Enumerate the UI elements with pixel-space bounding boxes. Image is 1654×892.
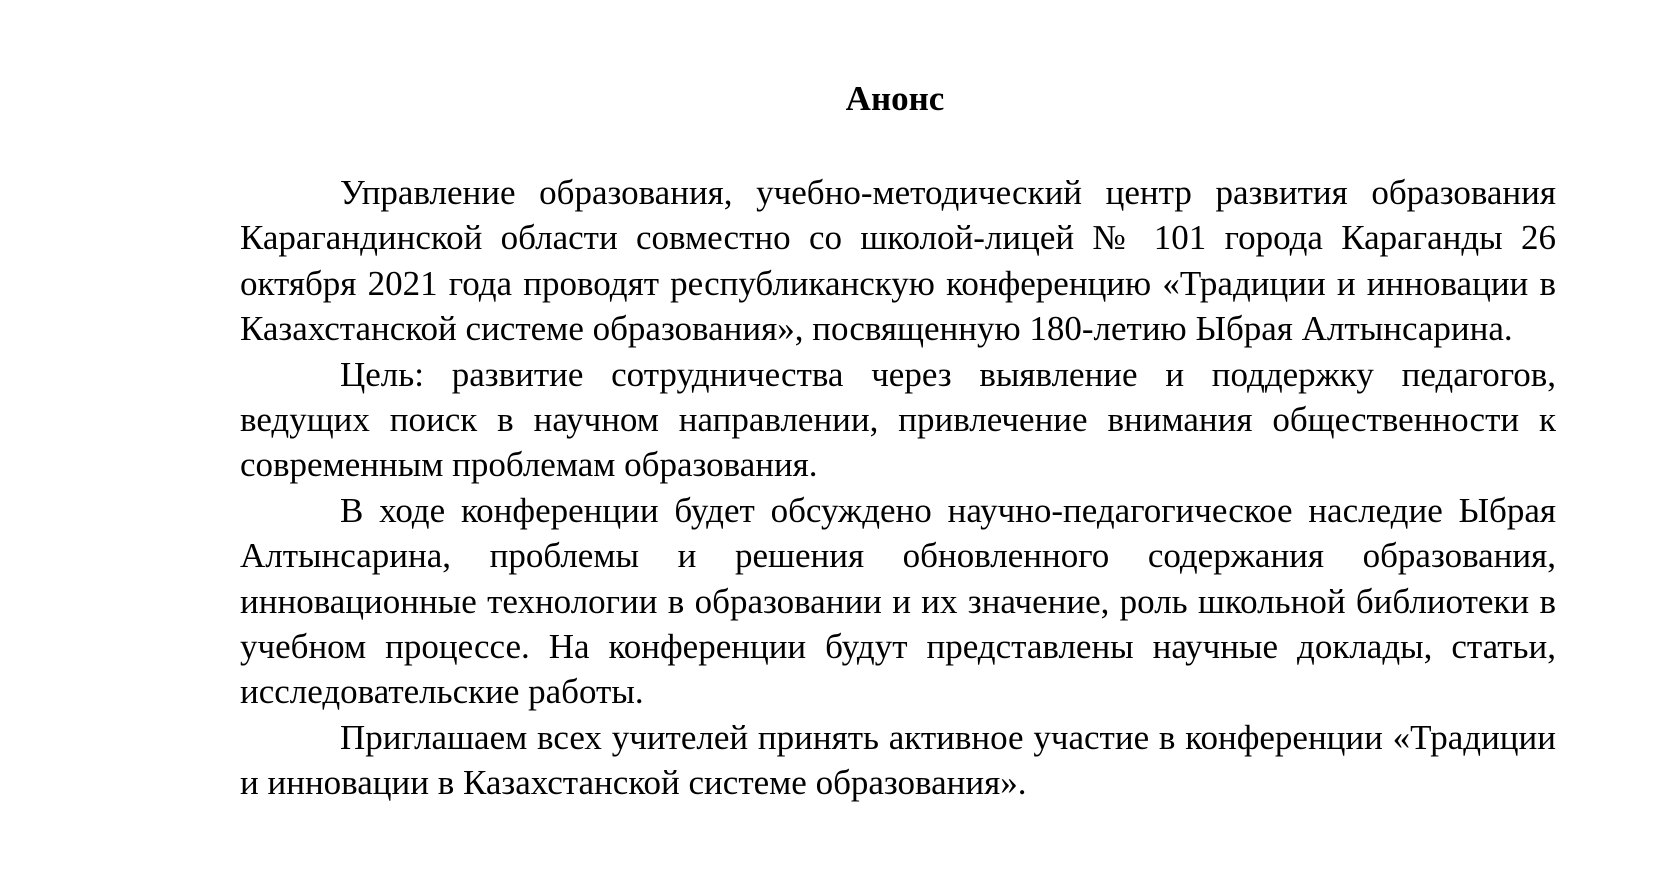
paragraph-agenda: В ходе конференции будет обсуждено научно-педагогическое наследие Ыбрая Алтынсарина, проблемы и решения обновленного содержания образования, инновационные технологии в образовании и их значение, роль школьной библиотеки в учебном процессе. На конференции будут представлены научные доклады, статьи, исследовательские работы.	[240, 490, 1556, 712]
page-title: Анонс	[845, 79, 945, 118]
paragraph-goal: Цель: развитие сотрудничества через выявление и поддержку педагогов, ведущих поиск в научном направлении, привлечение внимания общественности к современным проблемам образования.	[240, 354, 1556, 485]
paragraph-invitation: Приглашаем всех учителей принять активное участие в конференции «Традиции и инновации в Казахстанской системе образования».	[240, 717, 1556, 803]
document-body	[240, 170, 1556, 806]
paragraph-announcement: Управление образования, учебно-методический центр развития образования Карагандинской области совместно со школой-лицей № 101 города Караганды 26 октября 2021 года проводят республиканскую конференцию «Традиции и инновации в Казахстанской системе образования», посвященную 180-летию Ыбрая Алтынсарина.	[240, 173, 1556, 349]
